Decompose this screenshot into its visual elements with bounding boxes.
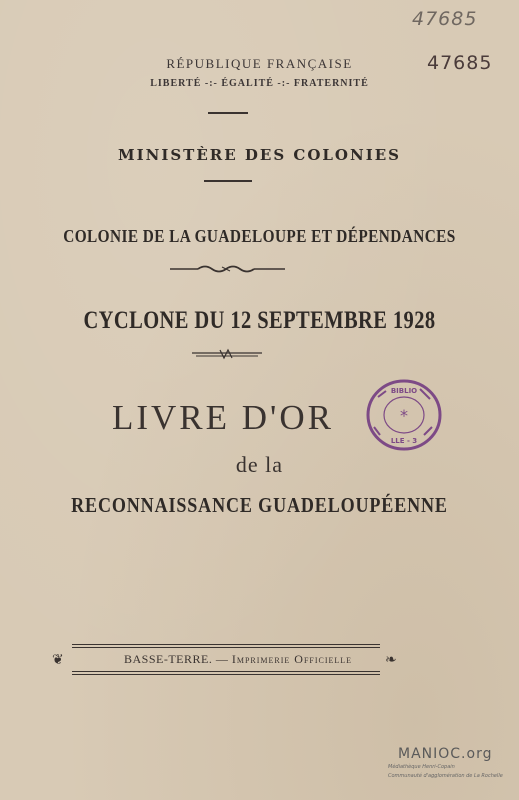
colony-heading: COLONIE DE LA GUADELOUPE ET DÉPENDANCES: [63, 226, 456, 246]
divider-rule: [208, 112, 248, 114]
printer-line: [124, 652, 352, 667]
cyclone-heading: CYCLONE DU 12 SEPTEMBRE 1928: [83, 307, 436, 334]
footer-rule-bottom: [72, 671, 380, 672]
footer-rule-bottom: [72, 674, 380, 675]
manioc-line-2: Communauté d'agglomération de La Rochelle: [388, 773, 503, 779]
title-connector: de la: [235, 452, 284, 477]
ministry-heading: MINISTÈRE DES COLONIES: [117, 146, 401, 164]
footer-rule-top: [72, 644, 380, 645]
fleuron-left: ❦: [52, 652, 64, 668]
fleuron-right: ❧: [385, 652, 397, 668]
republic-heading: RÉPUBLIQUE FRANÇAISE: [166, 56, 353, 71]
printer-name: Imprimerie Officielle: [231, 652, 353, 666]
ornament-divider: [192, 348, 262, 360]
svg-text:*: *: [400, 406, 408, 425]
book-title: LIVRE D'OR: [112, 398, 334, 437]
republic-motto: LIBERTÉ -:- ÉGALITÉ -:- FRATERNITÉ: [150, 78, 369, 89]
manioc-logo: MANIOC.org: [398, 746, 493, 762]
svg-text:BIBLIO: BIBLIO: [390, 387, 418, 395]
manioc-line-1: Médiathèque Henri-Copain: [388, 764, 455, 770]
svg-text:LLE - 3: LLE - 3: [390, 437, 418, 445]
ornament-divider: [170, 262, 285, 276]
title-main: RECONNAISSANCE GUADELOUPÉENNE: [71, 493, 448, 517]
handwritten-catalog-number: 47685: [412, 8, 478, 30]
library-stamp: [364, 377, 444, 453]
footer-rule-top: [72, 647, 380, 648]
printer-place: BASSE-TERRE. —: [124, 652, 229, 666]
divider-rule: [204, 180, 252, 182]
handwritten-inventory-number: 47685: [427, 52, 493, 74]
